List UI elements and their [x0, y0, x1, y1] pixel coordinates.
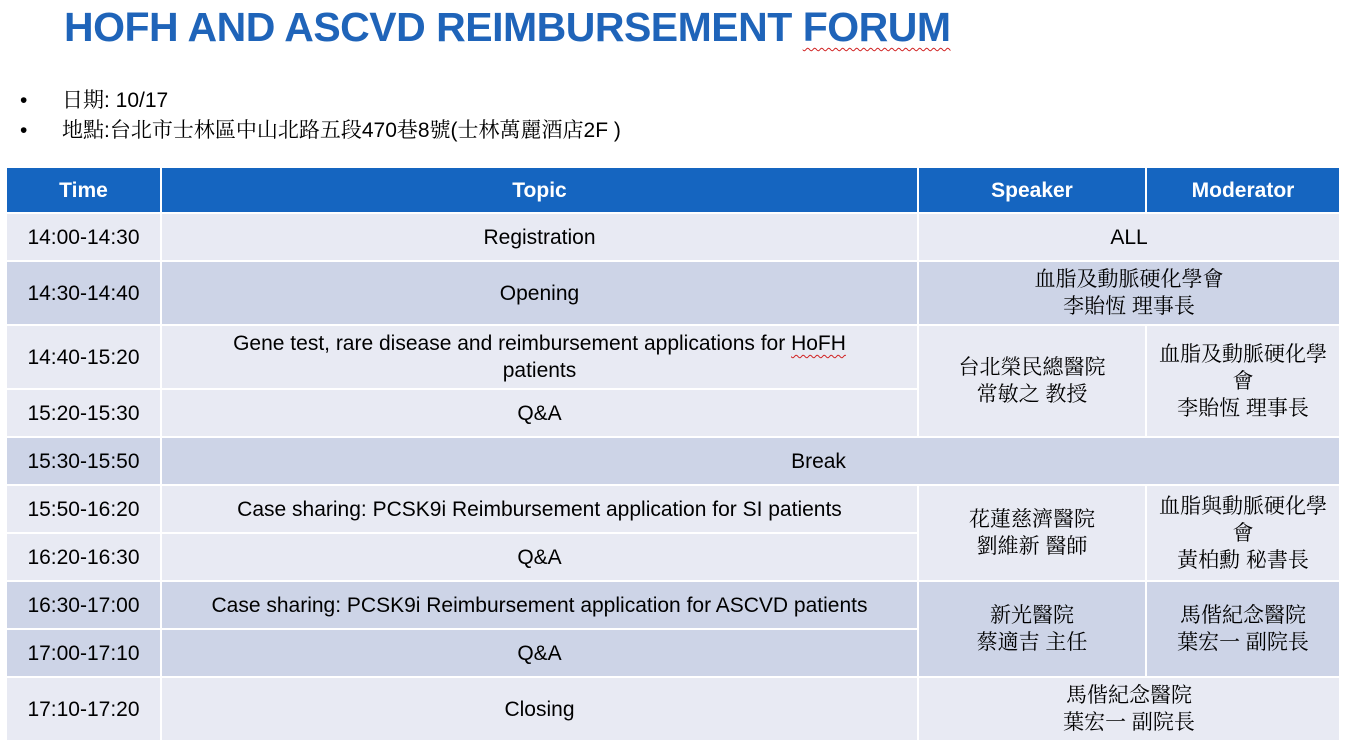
speaker-org: 台北榮民總醫院	[958, 356, 1106, 379]
speaker-name: 常敏之 教授	[976, 383, 1088, 406]
topic-cell: Registration	[161, 213, 918, 261]
table-row	[6, 437, 1340, 485]
speaker-cell	[918, 485, 1146, 581]
moderator-org: 馬偕紀念醫院	[1180, 604, 1306, 627]
table-row	[6, 325, 1340, 389]
topic-text-line2: patients	[502, 359, 577, 382]
speaker-org: 新光醫院	[990, 604, 1074, 627]
moderator-org: 血脂與動脈硬化學會	[1159, 494, 1327, 545]
header-topic: Topic	[161, 167, 918, 213]
title-last-word: FORUM	[802, 4, 951, 50]
location-text: 地點:台北市士林區中山北路五段470巷8號(士林萬麗酒店2F )	[62, 119, 621, 142]
title-main: HOFH AND ASCVD REIMBURSEMENT	[64, 4, 803, 50]
time-cell: 15:50-16:20	[6, 485, 161, 533]
table-row	[6, 581, 1340, 629]
table-header-row	[6, 167, 1340, 213]
topic-text: Gene test, rare disease and reimbursement applications for	[233, 332, 792, 355]
time-cell: 16:30-17:00	[6, 581, 161, 629]
speaker-moderator-cell	[918, 677, 1340, 741]
topic-cell: Q&A	[161, 389, 918, 437]
topic-cell: Case sharing: PCSK9i Reimbursement application for ASCVD patients	[161, 581, 918, 629]
table-row	[6, 261, 1340, 325]
time-cell: 14:30-14:40	[6, 261, 161, 325]
page-title	[64, 4, 951, 51]
event-info	[20, 86, 621, 146]
topic-cell: Q&A	[161, 629, 918, 677]
moderator-name: 黃柏勳 秘書長	[1177, 548, 1309, 572]
topic-cell	[161, 325, 918, 389]
time-cell: 14:00-14:30	[6, 213, 161, 261]
moderator-cell	[1146, 581, 1340, 677]
time-cell: 16:20-16:30	[6, 533, 161, 581]
time-cell: 15:30-15:50	[6, 437, 161, 485]
speaker-org: 花蓮慈濟醫院	[969, 508, 1095, 531]
moderator-cell	[1146, 485, 1340, 581]
break-cell: Break	[161, 437, 1340, 485]
header-time: Time	[6, 167, 161, 213]
speaker-cell	[918, 325, 1146, 437]
moderator-name: 李貽恆 理事長	[1177, 396, 1309, 420]
time-cell: 15:20-15:30	[6, 389, 161, 437]
person-name: 葉宏一 副院長	[1063, 711, 1195, 734]
speaker-name: 劉維新 醫師	[976, 535, 1088, 558]
moderator-cell	[1146, 325, 1340, 437]
moderator-org: 血脂及動脈硬化學會	[1159, 342, 1327, 393]
all-cell: ALL	[918, 213, 1340, 261]
topic-cell: Case sharing: PCSK9i Reimbursement application for SI patients	[161, 485, 918, 533]
speaker-name: 蔡適吉 主任	[976, 631, 1088, 654]
date-bullet	[20, 86, 621, 116]
moderator-name: 葉宏一 副院長	[1177, 631, 1309, 654]
speaker-cell	[918, 581, 1146, 677]
schedule-table	[5, 166, 1341, 742]
person-name: 李貽恆 理事長	[1063, 295, 1195, 318]
date-text: 日期: 10/17	[62, 89, 169, 112]
table-row	[6, 485, 1340, 533]
speaker-moderator-cell	[918, 261, 1340, 325]
topic-text-tail: HoFH	[791, 332, 846, 355]
header-moderator: Moderator	[1146, 167, 1340, 213]
time-cell: 17:00-17:10	[6, 629, 161, 677]
bullet-icon: •	[20, 89, 28, 112]
bullet-icon: •	[20, 119, 28, 142]
topic-cell: Opening	[161, 261, 918, 325]
org-name: 血脂及動脈硬化學會	[1034, 268, 1224, 291]
org-name: 馬偕紀念醫院	[1066, 684, 1192, 707]
location-bullet	[20, 116, 621, 146]
header-speaker: Speaker	[918, 167, 1146, 213]
topic-cell: Q&A	[161, 533, 918, 581]
table-row	[6, 677, 1340, 741]
time-cell: 17:10-17:20	[6, 677, 161, 741]
time-cell: 14:40-15:20	[6, 325, 161, 389]
table-row	[6, 213, 1340, 261]
topic-cell: Closing	[161, 677, 918, 741]
